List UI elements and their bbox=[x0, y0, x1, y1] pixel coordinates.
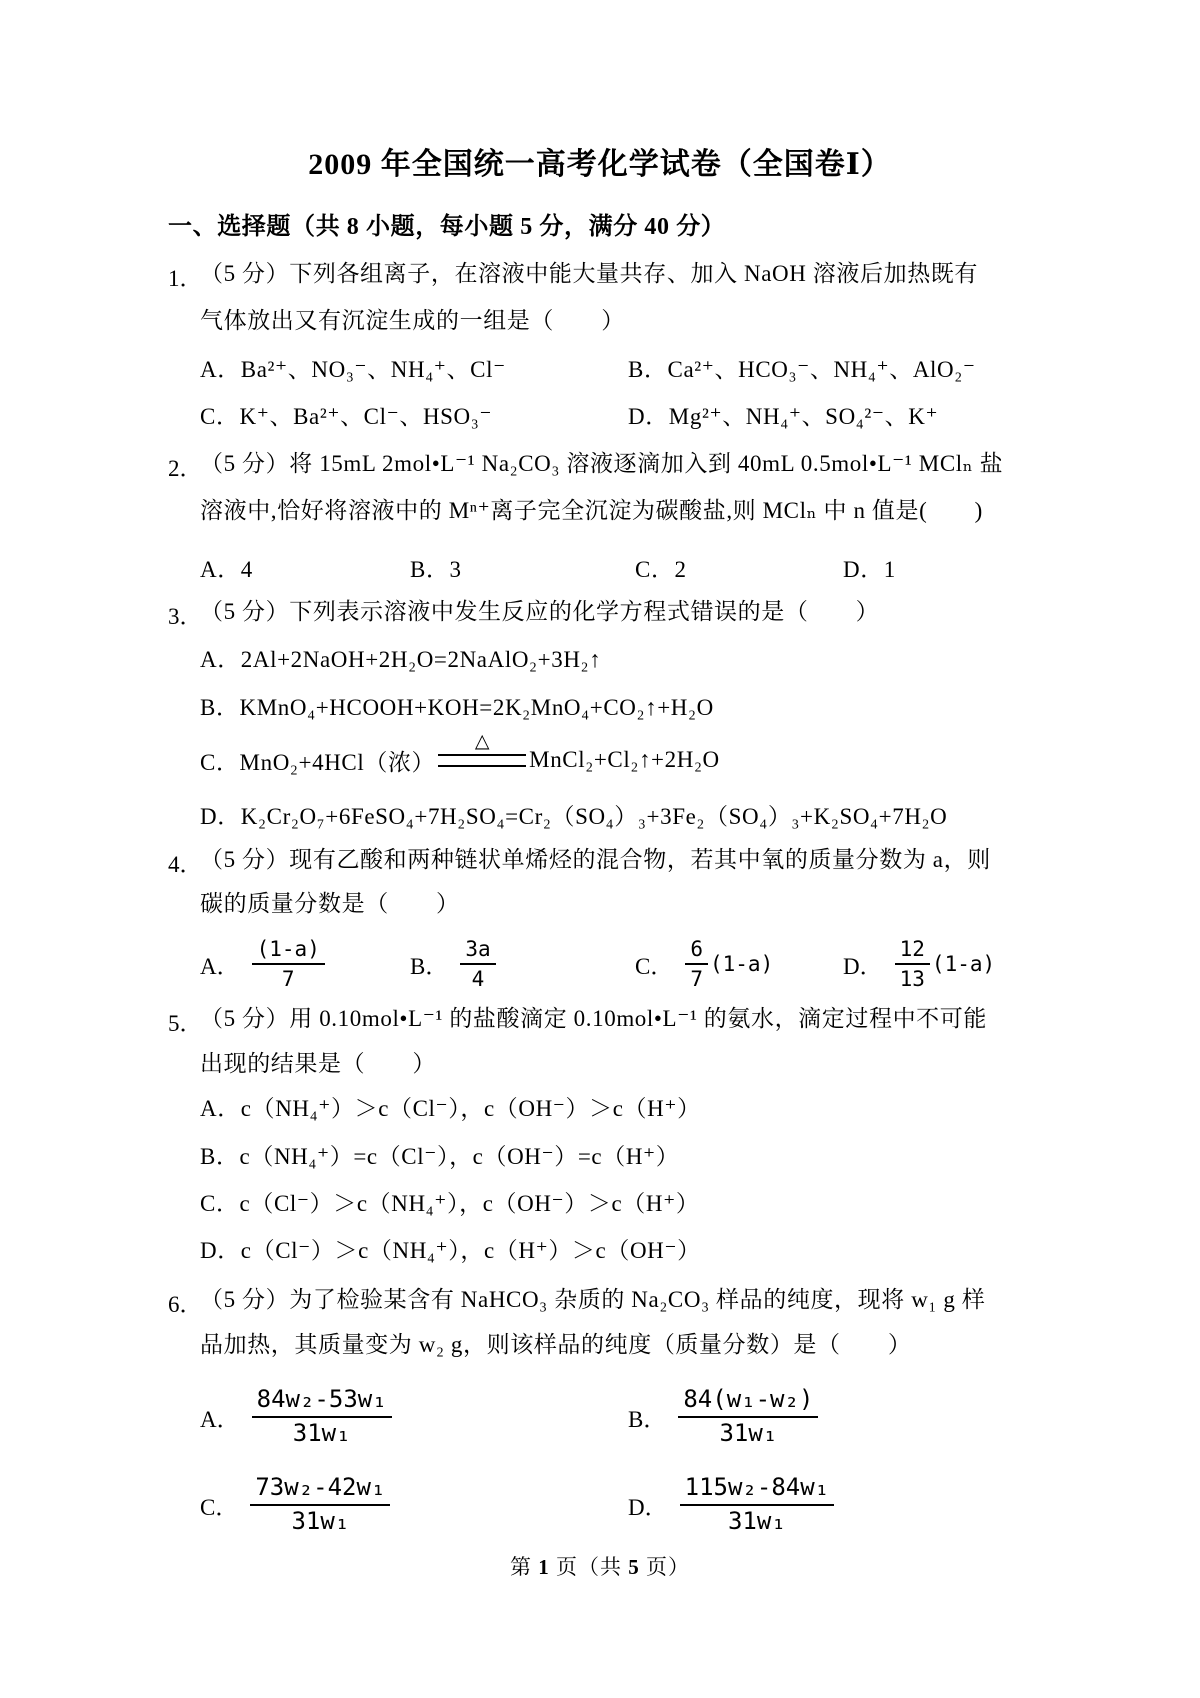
fraction-denominator: 31w₁ bbox=[727, 1507, 786, 1535]
question-1-option-b: B．Ca²⁺、HCO₃⁻、NH₄⁺、AlO₂⁻ bbox=[628, 357, 976, 382]
fraction-denominator: 4 bbox=[471, 967, 485, 991]
question-6-option-a-label: A． bbox=[200, 1406, 240, 1432]
question-6-stem-line-2: 品加热，其质量变为 w₂ g，则该样品的纯度（质量分数）是（ ） bbox=[200, 1332, 912, 1357]
fraction bbox=[252, 1386, 392, 1447]
fraction-denominator: 31w₁ bbox=[291, 1507, 350, 1535]
question-3-option-c-right: MnCl₂+Cl₂↑+2H₂O bbox=[529, 747, 720, 772]
fraction-numerator: 115w₂-84w₁ bbox=[680, 1474, 835, 1506]
fraction-numerator: 84w₂-53w₁ bbox=[252, 1386, 392, 1418]
fraction bbox=[678, 1386, 818, 1447]
fraction-numerator: 12 bbox=[895, 937, 930, 965]
question-4-option-b-label: B． bbox=[410, 953, 449, 979]
fraction-denominator: 7 bbox=[281, 967, 295, 991]
question-6-option-c bbox=[200, 1470, 390, 1540]
question-1-number: 1． bbox=[168, 266, 203, 291]
question-4-number: 4． bbox=[168, 852, 203, 877]
question-5-option-d: D．c（Cl⁻）＞c（NH₄⁺），c（H⁺）＞c（OH⁻） bbox=[200, 1238, 701, 1263]
delta-heating-icon: △ bbox=[474, 730, 490, 752]
page-title: 2009 年全国统一高考化学试卷（全国卷Ⅰ） bbox=[308, 148, 892, 181]
fraction-suffix: (1-a) bbox=[931, 952, 996, 976]
fraction-denominator: 31w₁ bbox=[292, 1419, 351, 1447]
question-1-option-c: C．K⁺、Ba²⁺、Cl⁻、HSO₃⁻ bbox=[200, 404, 493, 429]
question-5-stem-line-2: 出现的结果是（ ） bbox=[200, 1051, 436, 1076]
fraction bbox=[252, 937, 325, 991]
question-3-option-d: D．K₂Cr₂O₇+6FeSO₄+7H₂SO₄=Cr₂（SO₄）₃+3Fe₂（SO₄）₃+K₂SO₄+7H₂O bbox=[200, 804, 948, 829]
question-2-stem-line-2: 溶液中,恰好将溶液中的 Mⁿ⁺离子完全沉淀为碳酸盐,则 MClₙ 中 n 值是( ) bbox=[200, 498, 983, 523]
question-6-number: 6． bbox=[168, 1292, 203, 1317]
question-1-option-d: D．Mg²⁺、NH₄⁺、SO₄²⁻、K⁺ bbox=[628, 404, 939, 429]
fraction-denominator: 13 bbox=[899, 967, 925, 991]
footer-mid: 页（共 bbox=[556, 1555, 622, 1579]
fraction-numerator: 73w₂-42w₁ bbox=[250, 1474, 390, 1506]
question-2-option-b: B．3 bbox=[410, 557, 462, 582]
fraction-numerator: 84(w₁-w₂) bbox=[678, 1386, 818, 1418]
fraction-denominator: 31w₁ bbox=[719, 1419, 778, 1447]
question-3-option-b: B．KMnO₄+HCOOH+KOH=2K₂MnO₄+CO₂↑+H₂O bbox=[200, 695, 714, 720]
footer-post: 页） bbox=[646, 1555, 690, 1579]
question-5-option-c: C．c（Cl⁻）＞c（NH₄⁺），c（OH⁻）＞c（H⁺） bbox=[200, 1191, 700, 1216]
fraction bbox=[460, 937, 495, 991]
question-3-option-c-label: C． bbox=[200, 749, 240, 775]
question-4-option-c bbox=[635, 932, 773, 996]
question-4-option-d bbox=[843, 932, 995, 996]
fraction bbox=[895, 937, 930, 991]
heated-double-equals bbox=[438, 730, 526, 767]
question-6-stem-line-1: （5 分）为了检验某含有 NaHCO₃ 杂质的 Na₂CO₃ 样品的纯度，现将 w₁ g 样 bbox=[200, 1287, 986, 1312]
question-2-option-d: D．1 bbox=[843, 557, 896, 582]
question-5-option-a: A．c（NH₄⁺）＞c（Cl⁻），c（OH⁻）＞c（H⁺） bbox=[200, 1096, 701, 1121]
question-6-option-b bbox=[628, 1382, 818, 1452]
question-4-option-c-label: C． bbox=[635, 953, 674, 979]
question-3-option-a: A．2Al+2NaOH+2H₂O=2NaAlO₂+3H₂↑ bbox=[200, 647, 602, 672]
page-footer bbox=[0, 1551, 1200, 1581]
question-4-option-d-label: D． bbox=[843, 953, 883, 979]
question-3-stem-line-1: （5 分）下列表示溶液中发生反应的化学方程式错误的是（ ） bbox=[200, 599, 880, 624]
question-2-option-a: A．4 bbox=[200, 557, 253, 582]
question-5-stem-line-1: （5 分）用 0.10mol•L⁻¹ 的盐酸滴定 0.10mol•L⁻¹ 的氨水，滴定过程中不可能 bbox=[200, 1006, 987, 1031]
question-6-option-d bbox=[628, 1470, 834, 1540]
question-4-stem-line-2: 碳的质量分数是（ ） bbox=[200, 891, 460, 916]
question-3-option-c bbox=[200, 730, 720, 783]
fraction-numerator: (1-a) bbox=[252, 937, 325, 965]
question-1-stem-line-2: 气体放出又有沉淀生成的一组是（ ） bbox=[200, 308, 625, 333]
question-6-option-b-label: B． bbox=[628, 1406, 667, 1432]
question-6-option-a bbox=[200, 1382, 392, 1452]
footer-total-pages: 5 bbox=[628, 1555, 640, 1579]
question-5-option-b: B．c（NH₄⁺）=c（Cl⁻），c（OH⁻）=c（H⁺） bbox=[200, 1144, 680, 1169]
question-1-stem-line-1: （5 分）下列各组离子，在溶液中能大量共存、加入 NaOH 溶液后加热既有 bbox=[200, 261, 978, 286]
fraction bbox=[680, 1474, 835, 1535]
section-heading: 一、选择题（共 8 小题，每小题 5 分，满分 40 分） bbox=[168, 214, 726, 240]
question-5-number: 5． bbox=[168, 1011, 203, 1036]
fraction bbox=[685, 937, 708, 991]
fraction-numerator: 6 bbox=[685, 937, 708, 965]
footer-pre: 第 bbox=[510, 1555, 532, 1579]
question-3-option-c-left: MnO₂+4HCl（浓） bbox=[239, 749, 436, 775]
question-6-option-d-label: D． bbox=[628, 1494, 668, 1520]
fraction-numerator: 3a bbox=[460, 937, 495, 965]
fraction bbox=[250, 1474, 390, 1535]
footer-page-number: 1 bbox=[538, 1555, 550, 1579]
question-1-option-a: A．Ba²⁺、NO₃⁻、NH₄⁺、Cl⁻ bbox=[200, 357, 506, 382]
fraction-denominator: 7 bbox=[690, 967, 703, 991]
question-2-stem-line-1: （5 分）将 15mL 2mol•L⁻¹ Na₂CO₃ 溶液逐滴加入到 40mL 0.5mol•L⁻¹ MClₙ 盐 bbox=[200, 451, 1004, 476]
question-4-option-a bbox=[200, 932, 327, 996]
fraction-suffix: (1-a) bbox=[710, 952, 774, 976]
question-6-option-c-label: C． bbox=[200, 1494, 239, 1520]
question-2-option-c: C．2 bbox=[635, 557, 687, 582]
question-4-stem-line-1: （5 分）现有乙酸和两种链状单烯烃的混合物，若其中氧的质量分数为 a，则 bbox=[200, 847, 991, 872]
question-4-option-a-label: A． bbox=[200, 953, 240, 979]
question-4-option-b bbox=[410, 932, 498, 996]
question-3-number: 3． bbox=[168, 604, 203, 629]
question-2-number: 2． bbox=[168, 456, 203, 481]
